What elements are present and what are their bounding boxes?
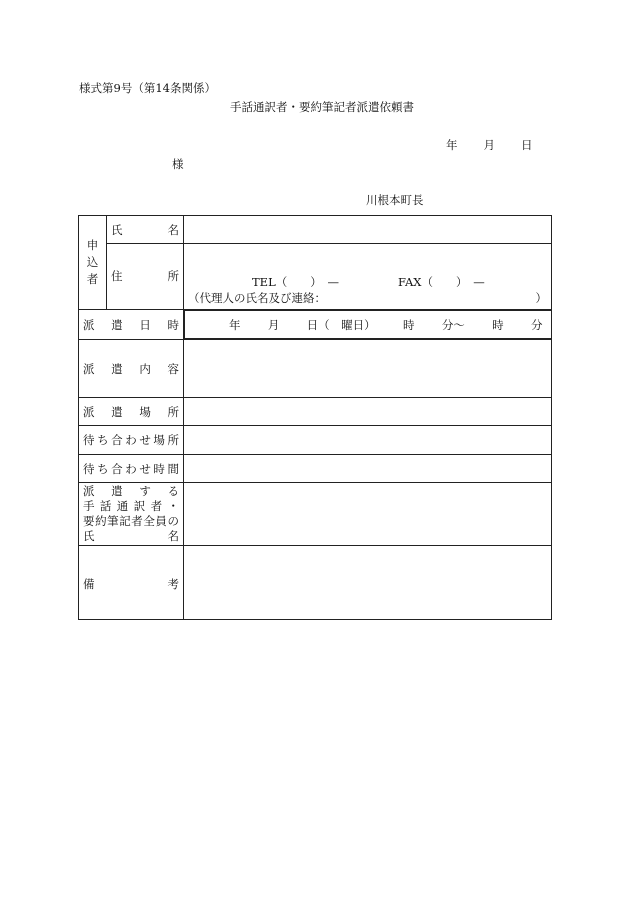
dispatch-place-label: 派遣場所 [79,398,184,426]
meeting-time-label: 待ち合わせ時間 [79,455,184,483]
dispatch-date-field[interactable]: 年 月 日（ 曜日） 時 分～ 時 分 [184,310,552,339]
dispatch-content-label: 派遣内容 [79,340,184,398]
remarks-label: 備 考 [79,546,184,620]
dispatch-place-field[interactable] [184,398,552,426]
contact-line [252,274,547,290]
proxy-line [188,290,547,306]
fax-field: FAX（ ） — [398,275,485,289]
address-label: 住 所 [107,244,184,310]
tel-field: TEL（ ） — [252,275,339,289]
document-title: 手話通訳者・要約筆記者派遣依頼書 [230,100,414,114]
applicant-section-label: 申 込 者 [79,216,107,310]
interpreters-field[interactable] [184,483,552,546]
date-month: 月 [483,138,495,152]
date-line [446,137,533,153]
name-label: 氏 名 [107,216,184,244]
proxy-close: ） [535,291,547,305]
request-form-table [78,215,552,620]
sender-name: 川根本町長 [366,193,424,207]
form-number: 様式第9号（第14条関係） [79,81,216,95]
date-day: 日 [521,138,533,152]
address-field[interactable] [184,244,552,310]
remarks-field[interactable] [184,546,552,620]
dispatch-content-field[interactable] [184,340,552,398]
name-field[interactable] [184,216,552,244]
addressee-suffix: 様 [172,157,184,171]
meeting-time-field[interactable] [184,455,552,483]
dispatch-date-label: 派遣日時 [79,310,184,340]
meeting-place-label: 待ち合わせ場所 [79,426,184,455]
meeting-place-field[interactable] [184,426,552,455]
date-year: 年 [446,138,458,152]
interpreters-label: 派遣する 手話通訳者・ 要約筆記者全員の 氏 名 [79,483,184,546]
proxy-label: （代理人の氏名及び連絡： [188,291,326,305]
